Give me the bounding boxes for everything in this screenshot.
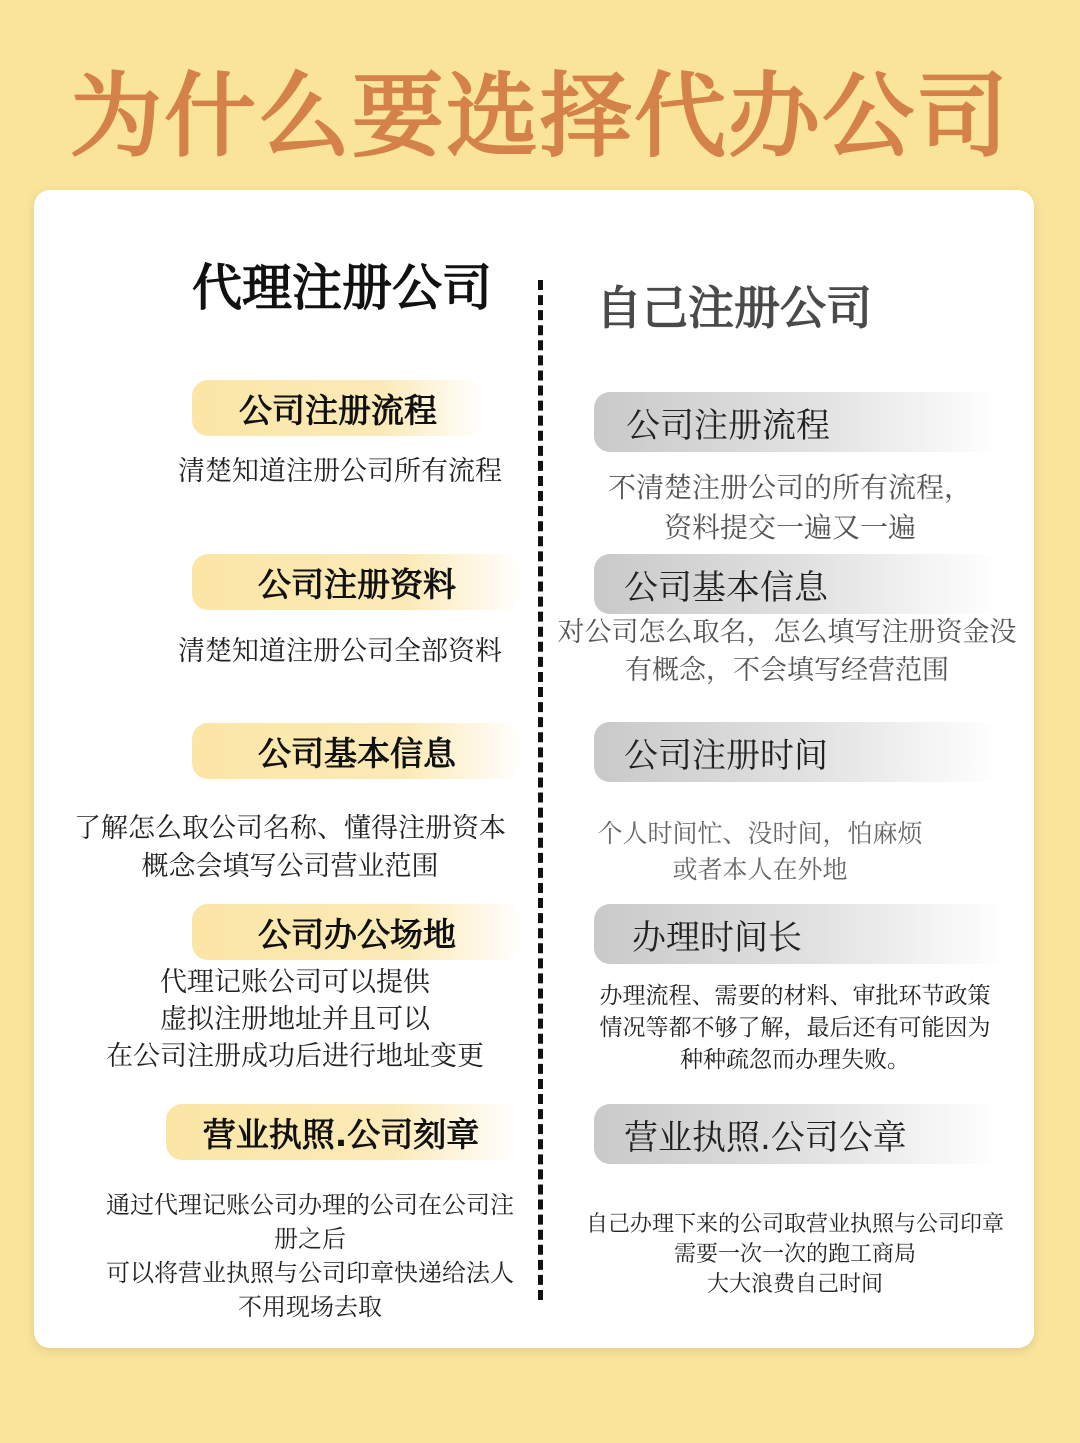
left-item-label: 公司办公场地 bbox=[192, 904, 522, 960]
right-item-label: 营业执照.公司公章 bbox=[594, 1104, 998, 1164]
desc-line: 虚拟注册地址并且可以 bbox=[160, 1004, 430, 1035]
left-column-title: 代理注册公司 bbox=[192, 259, 492, 317]
desc-line: 通过代理记账公司办理的公司在公司注 bbox=[106, 1191, 514, 1219]
left-item-desc bbox=[120, 452, 560, 492]
left-item-label: 公司注册资料 bbox=[192, 554, 522, 610]
right-column-title: 自己注册公司 bbox=[596, 281, 872, 335]
left-item-desc bbox=[70, 964, 520, 1075]
right-item-desc bbox=[542, 614, 1032, 690]
desc-line: 可以将营业执照与公司印章快递给法人 bbox=[106, 1259, 514, 1287]
desc-line: 需要一次一次的跑工商局 bbox=[673, 1242, 916, 1267]
left-item-label: 公司基本信息 bbox=[192, 723, 522, 779]
right-item-label: 公司基本信息 bbox=[594, 554, 998, 614]
desc-line: 册之后 bbox=[274, 1225, 346, 1253]
desc-line: 自己办理下来的公司取营业执照与公司印章 bbox=[585, 1212, 1004, 1237]
desc-line: 资料提交一遍又一遍 bbox=[663, 511, 916, 544]
desc-line: 或者本人在外地 bbox=[672, 855, 848, 884]
right-item-desc bbox=[560, 816, 960, 888]
right-item-label: 公司注册流程 bbox=[594, 392, 1000, 452]
dashed-divider bbox=[538, 280, 543, 1300]
left-item-desc bbox=[70, 1188, 550, 1324]
desc-line: 个人时间忙、没时间，怕麻烦 bbox=[597, 819, 923, 848]
desc-line: 清楚知道注册公司全部资料 bbox=[178, 636, 502, 667]
right-item-label: 办理时间长 bbox=[594, 904, 1006, 964]
desc-line: 不用现场去取 bbox=[238, 1293, 382, 1321]
desc-line: 对公司怎么取名，怎么填写注册资金没 bbox=[557, 617, 1017, 648]
left-item-desc bbox=[120, 632, 560, 672]
left-item-label: 公司注册流程 bbox=[192, 380, 484, 436]
desc-line: 有概念，不会填写经营范围 bbox=[625, 655, 949, 686]
desc-line: 清楚知道注册公司所有流程 bbox=[178, 456, 502, 487]
desc-line: 不清楚注册公司的所有流程， bbox=[607, 471, 972, 504]
left-item-desc bbox=[50, 810, 530, 886]
desc-line: 概念会填写公司营业范围 bbox=[141, 851, 439, 882]
desc-line: 在公司注册成功后进行地址变更 bbox=[106, 1041, 484, 1072]
page-title: 为什么要选择代办公司 bbox=[69, 63, 1010, 170]
desc-line: 代理记账公司可以提供 bbox=[160, 967, 430, 998]
desc-line: 办理流程、需要的材料、审批环节政策 bbox=[599, 983, 991, 1009]
desc-line: 了解怎么取公司名称、懂得注册资本 bbox=[74, 813, 506, 844]
right-item-desc bbox=[560, 468, 1020, 548]
desc-line: 情况等都不够了解，最后还有可能因为 bbox=[599, 1015, 991, 1041]
right-item-desc bbox=[560, 980, 1030, 1076]
right-item-desc bbox=[555, 1210, 1035, 1300]
left-item-label: 营业执照.公司刻章 bbox=[166, 1104, 516, 1160]
right-item-label: 公司注册时间 bbox=[594, 722, 998, 782]
desc-line: 种种疏忽而办理失败。 bbox=[680, 1047, 910, 1073]
desc-line: 大大浪费自己时间 bbox=[706, 1272, 883, 1297]
